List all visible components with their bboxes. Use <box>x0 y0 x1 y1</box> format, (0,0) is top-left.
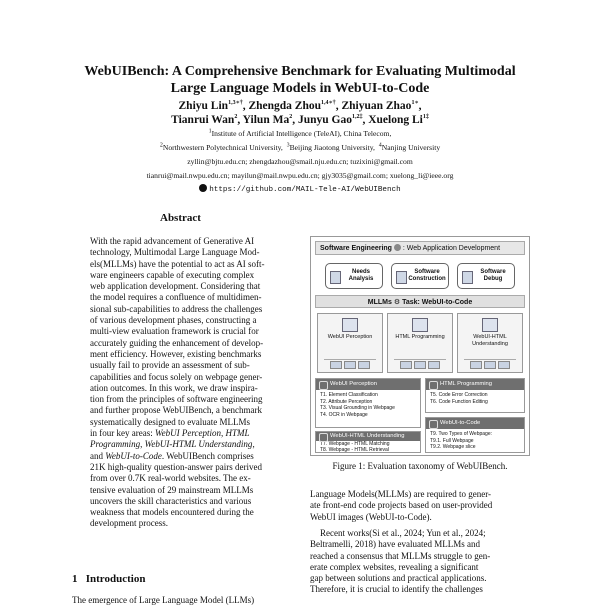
category-html-programming <box>425 378 525 413</box>
category-header <box>316 379 420 390</box>
abstract-text: , <box>140 439 145 450</box>
abstract-line <box>90 439 282 450</box>
body-line: gap between solutions and practical applications. <box>310 573 487 584</box>
aff-text: Beijing Jiaotong University, <box>289 143 375 152</box>
task-item: T2. Attribute Perception <box>320 398 373 405</box>
emails-line-2: tianrui@mail.nwpu.edu.cn; mayilun@mail.nwpu.edu.cn; gjy3035@gmail.com; xuelong_li@ieee.org <box>146 171 454 180</box>
category-webui-to-code <box>425 417 525 453</box>
software-engineering-bar <box>315 241 525 255</box>
taxonomy-figure <box>310 236 530 456</box>
aff-text: Institute of Artificial Intelligence (TeleAI), China Telecom, <box>211 129 392 138</box>
affiliation-line-1 <box>0 128 600 139</box>
abstract-line: of various development phases, constructing a <box>90 315 257 326</box>
abstract-italic: WebUI-to-Code <box>105 450 162 461</box>
aff-sup: 2 <box>159 142 163 149</box>
abstract-line: sional sub-capabilities to address the challenges <box>90 303 263 314</box>
author-list <box>0 99 600 127</box>
stage-label: Software Debug <box>480 269 506 282</box>
abstract-line: ware engineers capable of executing complex <box>90 269 255 280</box>
author-sup: 1,3∗† <box>228 100 243 107</box>
abstract-line: ation outcomes. In this work, we draw inspira- <box>90 382 258 393</box>
task-text: Task: WebUI-to-Code <box>402 299 473 306</box>
category-webui-html-understanding <box>315 431 421 453</box>
code-icon <box>429 381 438 390</box>
aff-sup: 3 <box>286 142 290 149</box>
code-icon <box>412 318 428 332</box>
abstract-line: ment efficiency. However, existing benchmarks <box>90 348 262 359</box>
emails-line-1: zyllin@bjtu.edu.cn; zhengdazhou@smail.nju.edu.cn; tuzixini@gmail.com <box>187 157 413 166</box>
author-line-2: Tianrui Wan$^2$, Yilun Ma$^2$, Junyu Gao$^{1,2\ddagger}$, Xuelong $Li^{1\ddagger}$ <box>171 114 429 126</box>
github-line[interactable] <box>0 183 600 196</box>
abstract-line <box>90 451 282 462</box>
author-name: Zhengda Zhou <box>248 100 322 112</box>
body-line: Language Models(MLLMs) are required to gener- <box>310 489 492 499</box>
body-line: Therefore, it is crucial to identify the challenges <box>310 584 483 595</box>
engineer-icon <box>394 244 401 251</box>
stage-label: Software Construction <box>408 269 446 282</box>
panel-label: HTML Programming <box>395 334 445 340</box>
mini-steps <box>324 359 376 368</box>
abstract-line: els(MLLMs) have the potential to act as AI soft- <box>90 258 265 269</box>
abstract-body <box>90 236 282 530</box>
abstract-italic: Programming <box>90 439 141 450</box>
abstract-text: in four key areas: <box>90 428 155 439</box>
abstract-line: the model requires a confluence of multidimen- <box>90 292 262 303</box>
transform-icon <box>429 420 438 429</box>
task-item: T7. Webpage - HTML Matching <box>320 441 390 447</box>
section-title: Introduction <box>85 573 146 585</box>
panel-webui-perception <box>317 313 383 373</box>
stage-software-construction <box>391 263 449 289</box>
abstract-heading: Abstract <box>160 212 201 224</box>
abstract-line: systematically designed to evaluate MLLMs <box>90 416 250 427</box>
author-name: Junyu Gao <box>297 114 352 126</box>
stage-label: Needs Analysis <box>348 269 374 282</box>
abstract-line: With the rapid advancement of Generative AI <box>90 236 255 246</box>
section-heading <box>72 573 145 585</box>
aff-text: Nanjing University <box>381 143 441 152</box>
author-sup: 1∗ <box>411 100 419 107</box>
category-title: WebUI-HTML Understanding <box>330 433 405 439</box>
abstract-text: and <box>90 450 106 461</box>
author-name: Zhiyu Lin <box>178 100 229 112</box>
build-icon <box>396 271 407 284</box>
mini-steps <box>464 359 516 368</box>
category-items <box>426 390 524 407</box>
author-name: Xuelong Li <box>368 114 423 126</box>
abstract-text: , <box>252 439 255 450</box>
github-link[interactable]: https://github.com/MAIL-Tele-AI/WebUIBench <box>209 186 401 194</box>
link-icon <box>319 433 328 442</box>
abstract-line: usually fail to provide an assessment of sub- <box>90 360 250 371</box>
task-item: T4. OCR in Webpage <box>320 411 368 418</box>
abstract-line: capabilities and focus solely on webpage gener- <box>90 371 263 382</box>
task-model-label: MLLMs <box>367 299 392 306</box>
paper-title <box>0 63 600 97</box>
abstract-line: uncovers the skill characteristics and various <box>90 495 252 506</box>
category-title: WebUI-to-Code <box>440 420 481 426</box>
bug-icon <box>462 271 473 284</box>
abstract-line: accurately guiding the enhancement of develop- <box>90 337 264 348</box>
abstract-line: tensive evaluation of 29 mainstream MLLMs <box>90 484 254 495</box>
panel-webui-html-understanding <box>457 313 523 373</box>
abstract-line: and further propose WebUIBench, a benchmark <box>90 405 263 416</box>
category-title: WebUI Perception <box>330 381 377 387</box>
body-line: erate complex websites, revealing a significant <box>310 561 479 572</box>
title-line-1: WebUIBench: A Comprehensive Benchmark for Evaluating Multimodal <box>84 64 516 79</box>
body-line: ate front-end code projects based on user-provided <box>310 500 493 511</box>
abstract-line: technology, Multimodal Large Language Mod- <box>90 247 260 258</box>
se-label: Software Engineering <box>320 245 392 252</box>
abstract-italic: WebUI-HTML Understanding <box>144 439 253 450</box>
author-sup: 1,4∗† <box>321 100 336 107</box>
figure-caption: Figure 1: Evaluation taxonomy of WebUIBench. <box>332 461 508 471</box>
abstract-line: web application development. Considering that <box>90 281 261 292</box>
panel-html-programming <box>387 313 453 373</box>
category-items <box>426 429 524 453</box>
author-sup: 2 <box>289 114 293 121</box>
title-line-2: Large Language Models in WebUI-to-Code <box>170 81 430 96</box>
aff-text: Northwestern Polytechnical University, <box>162 143 283 152</box>
author-sup: 2 <box>234 114 238 121</box>
author-name: Yilun Ma <box>242 114 290 126</box>
aff-sup: 4 <box>378 142 382 149</box>
category-header <box>316 432 420 441</box>
abstract-line: tion from the principles of software engineering <box>90 394 263 405</box>
eye-icon <box>319 381 328 390</box>
stage-needs-analysis <box>325 263 383 289</box>
task-item: T9. Two Types of Webpage: <box>430 431 492 437</box>
aff-sup: 1 <box>208 128 212 135</box>
author-name: Zhiyuan Zhao <box>341 100 412 112</box>
right-paragraph-2 <box>310 528 532 596</box>
webpage-icon <box>342 318 358 332</box>
panel-label: WebUI Perception <box>327 334 373 340</box>
robot-icon: ⚙ <box>393 299 401 306</box>
task-item: T3. Visual Grounding in Webpage <box>320 405 395 412</box>
category-header <box>426 379 524 390</box>
body-line: reached a consensus that MLLMs struggle to gen- <box>310 550 491 561</box>
compare-icon <box>482 318 498 332</box>
task-item: T9.2. Webpage slice <box>430 444 476 451</box>
abstract-line: development process. <box>90 518 168 529</box>
mini-steps <box>394 359 446 368</box>
section-number: 1 <box>72 573 78 585</box>
body-line: Beltramelli, 2018) have evaluated MLLMs and <box>310 539 480 550</box>
document-icon <box>330 271 341 284</box>
task-item: T5. Code Error Correction <box>430 392 488 398</box>
category-items <box>316 390 420 420</box>
task-bar <box>315 295 525 308</box>
author-sup: 1‡ <box>422 114 429 121</box>
task-item: T9.1. Full Webpage <box>430 437 474 444</box>
affiliation-line-2 <box>0 142 600 153</box>
category-title: HTML Programming <box>440 381 492 387</box>
affiliations <box>0 128 600 196</box>
body-line: Recent works(Si et al., 2024; Yun et al., 2024; <box>320 528 486 538</box>
abstract-line <box>90 428 282 439</box>
abstract-text: . WebUIBench comprises <box>161 450 254 461</box>
abstract-italic: WebUI Perception, HTML <box>154 428 250 439</box>
abstract-line: multi-view evaluation framework is crucial for <box>90 326 259 337</box>
abstract-line: 21K high-quality question-answer pairs derived <box>90 461 262 472</box>
right-paragraph-1 <box>310 489 532 523</box>
body-line: WebUI images (WebUI-to-Code). <box>310 511 432 522</box>
panel-label: WebUI-HTML Understanding <box>472 334 508 347</box>
category-header <box>426 418 524 429</box>
author-sup: 1,2‡ <box>351 114 363 121</box>
se-suffix: : Web Application Development <box>402 245 501 252</box>
category-items <box>316 441 420 455</box>
abstract-line: weakness that models encountered during the <box>90 507 254 518</box>
stage-software-debug <box>457 263 515 289</box>
task-item: T1. Element Classification <box>320 392 378 398</box>
author-name: Tianrui Wan <box>171 114 235 126</box>
github-icon <box>199 184 207 192</box>
task-item: T8. Webpage - HTML Retrieval <box>320 447 389 453</box>
intro-fragment: The emergence of Large Language Model (LLMs) <box>72 595 255 605</box>
abstract-line: from over 0.7K real-world websites. The ex- <box>90 473 251 484</box>
category-webui-perception <box>315 378 421 428</box>
author-line-1: Zhiyu Lin$^{1,3∗\dagger}$, Zhengda Zhou$^{1,4∗\dagger}$, Zhiyuan Zhao$^{1∗}$, <box>178 100 422 112</box>
task-item: T6. Code Function Editing <box>430 398 488 405</box>
